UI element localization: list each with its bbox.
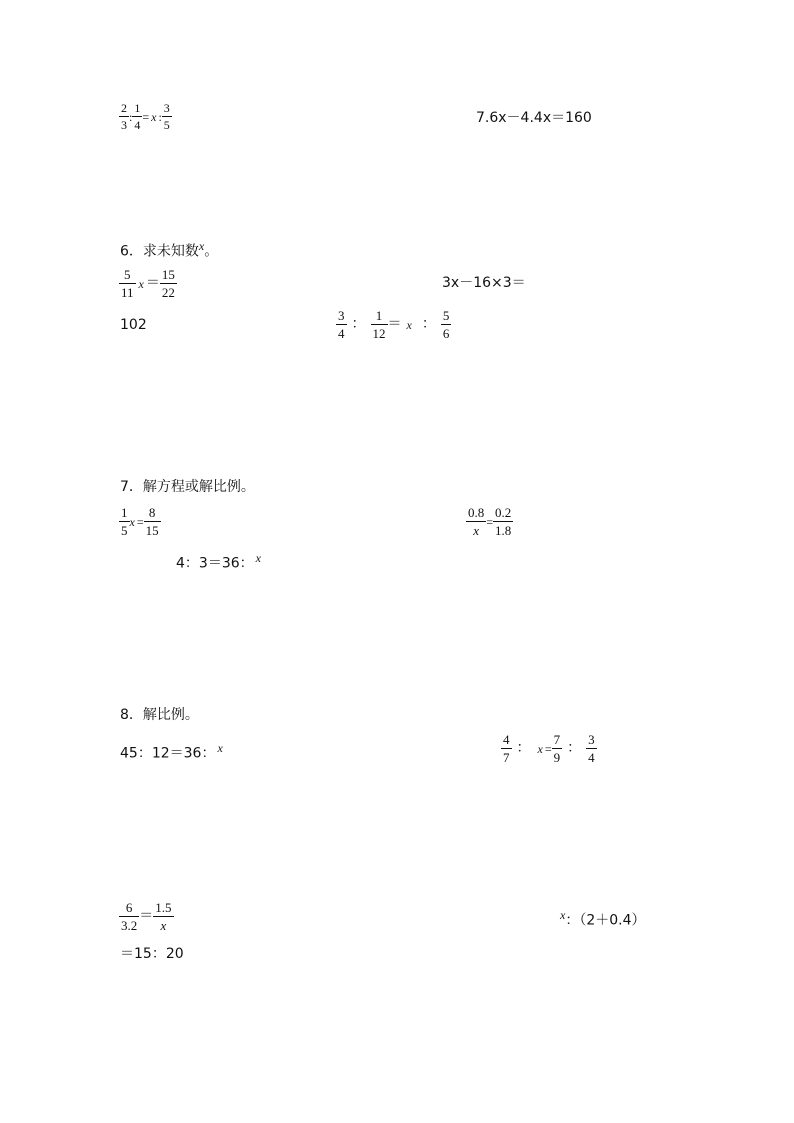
section-7-equation-1: $\frac{1}{5}$ x = $\frac{8}{15}$ <box>121 505 159 538</box>
variable-x: x <box>537 741 543 756</box>
fraction: $\frac{7}{9}$ <box>553 732 561 765</box>
fraction: $\frac{4}{7}$ <box>503 732 510 765</box>
fraction: $\frac{1}{5}$ <box>121 505 128 538</box>
variable-x: x <box>560 908 566 922</box>
fraction: $\frac{1}{4}$ <box>134 101 141 132</box>
section-8-equation-3: $\frac{6}{3.2}$ ＝ $\frac{1.5}{x}$ <box>121 900 172 933</box>
section-6-equation-3: $\frac{3}{4}$ ： $\frac{1}{12}$ ＝ x ： $\frac{5}{6}$ <box>338 308 450 341</box>
top-equation-1: $\frac{2}{3}$ : $\frac{1}{4}$ = x : $\frac{3}{5}$ <box>121 101 170 132</box>
fraction: $\frac{8}{15}$ <box>145 505 159 538</box>
variable-x: x <box>255 551 261 565</box>
section-6-equation-2-continued: 102 <box>120 317 147 333</box>
section-7-equation-3: 4：3＝36： x <box>176 551 261 572</box>
fraction: $\frac{3}{4}$ <box>588 732 595 765</box>
variable-x: x <box>151 109 157 124</box>
section-7-equation-2: $\frac{0.8}{x}$ = $\frac{0.2}{1.8}$ <box>468 505 512 538</box>
top-equation-2: 7.6x－4.4x＝160 <box>476 110 592 126</box>
fraction: $\frac{0.2}{1.8}$ <box>495 505 512 538</box>
fraction: $\frac{1}{12}$ <box>372 308 386 341</box>
fraction: $\frac{15}{22}$ <box>161 267 175 300</box>
fraction: $\frac{5}{6}$ <box>442 308 450 341</box>
section-7-heading: 7．解方程或解比例。 <box>120 479 255 495</box>
fraction: $\frac{3}{4}$ <box>338 308 345 341</box>
section-6-heading: 6．求未知数x。 <box>120 239 219 260</box>
fraction: $\frac{1.5}{x}$ <box>155 900 172 933</box>
variable-x: x <box>198 239 205 253</box>
section-8-heading: 8．解比例。 <box>120 707 199 723</box>
section-8-equation-4: x：（2＋0.4） <box>560 908 646 929</box>
section-6-equation-1: $\frac{5}{11}$ x ＝ $\frac{15}{22}$ <box>121 267 175 300</box>
section-6-equation-2: 3x－16×3＝ <box>442 275 526 291</box>
variable-x: x <box>129 514 135 529</box>
section-8-equation-2: $\frac{4}{7}$ ： x = $\frac{7}{9}$ ： $\frac{3}{4}$ <box>503 732 595 765</box>
section-8-equation-1: 45：12＝36： x <box>120 741 223 762</box>
fraction: $\frac{2}{3}$ <box>121 101 127 132</box>
fraction: $\frac{3}{5}$ <box>163 101 170 132</box>
fraction: $\frac{0.8}{x}$ <box>468 505 485 538</box>
fraction: $\frac{6}{3.2}$ <box>121 900 138 933</box>
fraction: $\frac{5}{11}$ <box>121 267 134 300</box>
variable-x: x <box>138 276 144 291</box>
section-8-equation-3-continued: ＝15：20 <box>120 946 184 962</box>
variable-x: x <box>406 317 412 332</box>
variable-x: x <box>217 741 223 755</box>
